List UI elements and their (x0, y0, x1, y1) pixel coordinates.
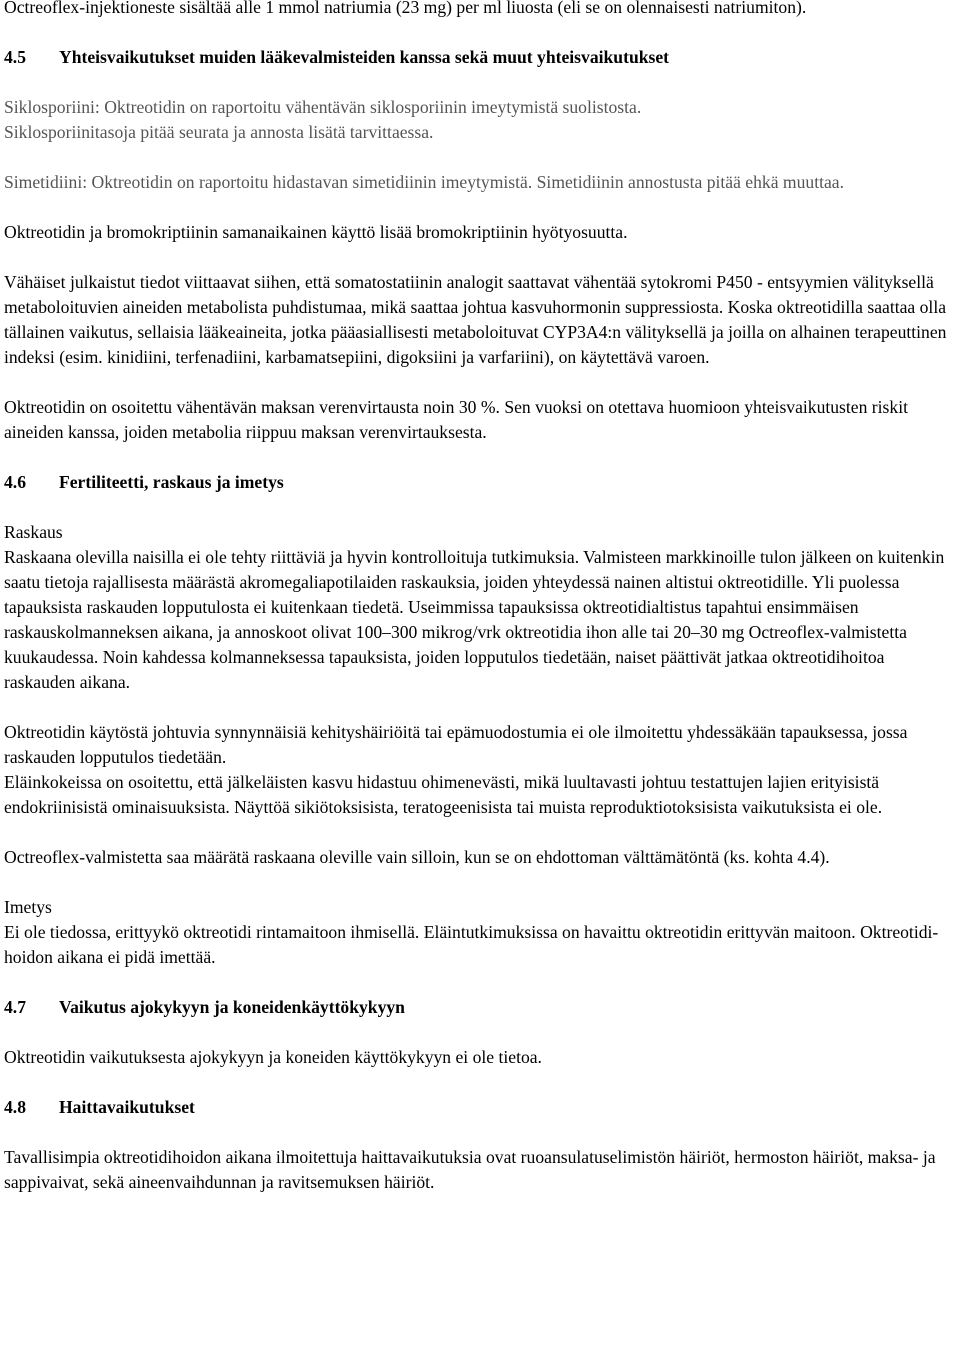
pregnancy-subheading: Raskaus (4, 522, 63, 542)
sodium-note: Octreoflex-injektioneste sisältää alle 1 mmol natriumia (23 mg) per ml liuosta (eli se on olennaisesti natriumiton). (4, 0, 807, 17)
section-number: 4.6 (4, 472, 26, 492)
document-page (4, 0, 956, 1195)
section-4-6-heading (4, 470, 956, 495)
breastfeeding-paragraph: Ei ole tiedossa, erittyykö oktreotidi rintamaitoon ihmisellä. Eläintutkimuksissa on havaittu oktreotidin erittyvän maitoon. Oktreotidi-hoidon aikana ei pidä imettää. (4, 922, 939, 967)
hepatic-flow-paragraph: Oktreotidin on osoitettu vähentävän maksan verenvirtausta noin 30 %. Sen vuoksi on otettava huomioon yhteisvaikutusten riskit aineiden kanssa, joiden metabolia riippuu maksan verenvirtauksesta. (4, 397, 908, 442)
section-number: 4.8 (4, 1097, 26, 1117)
ciclosporin-paragraph: Siklosporiini: Oktreotidin on raportoitu vähentävän siklosporiinin imeytymistä suolistosta. (4, 97, 642, 117)
bromocriptine-paragraph: Oktreotidin ja bromokriptiinin samanaikainen käyttö lisää bromokriptiinin hyötyosuutta. (4, 222, 628, 242)
cimetidine-paragraph: Simetidiini: Oktreotidin on raportoitu hidastavan simetidiinin imeytymistä. Simetidiinin annostusta pitää ehkä muuttaa. (4, 172, 844, 192)
section-4-7-heading (4, 995, 956, 1020)
section-4-5-heading (4, 45, 956, 70)
adverse-effects-paragraph: Tavallisimpia oktreotidihoidon aikana ilmoitettuja haittavaikutuksia ovat ruoansulatuselimistön häiriöt, hermoston häiriöt, maksa- ja sappivaivat, sekä aineenvaihdunnan ja ravitsemuksen häiriöt. (4, 1147, 936, 1192)
section-title: Vaikutus ajokykyyn ja koneidenkäyttökykyyn (59, 997, 405, 1017)
ciclosporin-paragraph-cont: Siklosporiinitasoja pitää seurata ja annosta lisätä tarvittaessa. (4, 122, 434, 142)
malformations-paragraph: Oktreotidin käytöstä johtuvia synnynnäisiä kehityshäiriöitä tai epämuodostumia ei ole ilmoitettu yhdessäkään tapauksessa, jossa raskauden lopputulos tiedetään. (4, 722, 908, 767)
section-4-8-heading (4, 1095, 956, 1120)
section-title: Yhteisvaikutukset muiden lääkevalmisteiden kanssa sekä muut yhteisvaikutukset (59, 47, 670, 67)
section-title: Fertiliteetti, raskaus ja imetys (59, 472, 284, 492)
section-number: 4.5 (4, 47, 26, 67)
prescribing-paragraph: Octreoflex-valmistetta saa määrätä raskaana oleville vain silloin, kun se on ehdottoman välttämätöntä (ks. kohta 4.4). (4, 847, 830, 867)
breastfeeding-subheading: Imetys (4, 897, 52, 917)
pregnancy-paragraph: Raskaana olevilla naisilla ei ole tehty riittäviä ja hyvin kontrolloituja tutkimuksia. Valmisteen markkinoille tulon jälkeen on kuitenkin saatu tietoja rajallisesta määrästä akromegaliapotilaiden raskauksia, joiden yhteydessä nainen altistui oktreotidille. Yli puolessa tapauksista raskauden lopputulosta ei kuitenkaan tiedetä. Useimmissa tapauksissa oktreotidialtistus tapahtui ensimmäisen raskauskolmanneksen aikana, ja annoskoot olivat 100–300 mikrog/vrk oktreotidia ihon alle tai 20–30 mg Octreoflex-valmistetta kuukaudessa. Noin kahdessa kolmanneksessa tapauksista, joiden lopputulos tiedetään, naiset päättivät jatkaa oktreotidihoitoa raskauden aikana. (4, 547, 945, 692)
section-number: 4.7 (4, 997, 26, 1017)
animal-studies-paragraph: Eläinkokeissa on osoitettu, että jälkeläisten kasvu hidastuu ohimenevästi, mikä luultavasti johtuu testattujen lajien erityisistä endokriinisistä ominaisuuksista. Näyttöä sikiötoksisista, teratogeenisista tai muista reproduktiotoksisista vaikutuksista ei ole. (4, 772, 883, 817)
driving-paragraph: Oktreotidin vaikutuksesta ajokykyyn ja koneiden käyttökykyyn ei ole tietoa. (4, 1047, 542, 1067)
section-title: Haittavaikutukset (59, 1097, 195, 1117)
cyp450-paragraph: Vähäiset julkaistut tiedot viittaavat siihen, että somatostatiinin analogit saattavat vähentää sytokromi P450 - entsyymien välityksellä metaboloituvien aineiden metabolista puhdistumaa, mikä saattaa johtua kasvuhormonin suppressiosta. Koska oktreotidilla saattaa olla tällainen vaikutus, sellaisia lääkeaineita, jotka pääasiallisesti metaboloituvat CYP3A4:n välityksellä ja joilla on alhainen terapeuttinen indeksi (esim. kinidiini, terfenadiini, karbamatsepiini, digoksiini ja varfariini), on käytettävä varoen. (4, 272, 947, 367)
